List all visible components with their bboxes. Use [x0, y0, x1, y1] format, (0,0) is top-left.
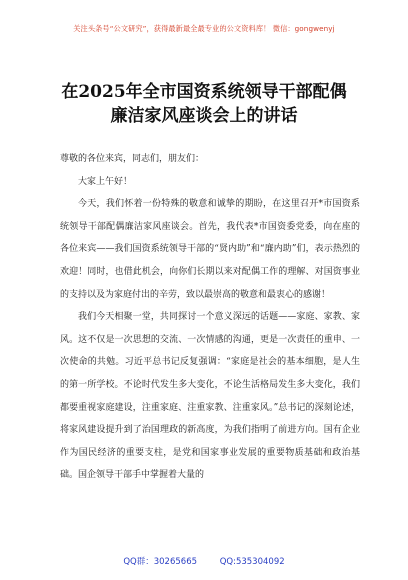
footer-contact — [0, 555, 408, 567]
paragraph-greeting: 大家上午好！ — [78, 176, 133, 187]
document-body — [60, 148, 360, 487]
footer-qq-group: QQ群：30265665 — [123, 557, 198, 567]
salutation: 尊敬的各位来宾，同志们，朋友们： — [60, 154, 205, 164]
document-title-line-1: 在2025年全市国资系统领导干部配偶 — [61, 82, 347, 102]
header-banner: 关注头条号“公文研究”，获得最新最全最专业的公文资料库！ 微信：gongwenyj — [73, 24, 335, 33]
document-title-line-2: 廉洁家风座谈会上的讲话 — [110, 106, 298, 126]
paragraph-family-values: 我们今天相聚一堂，共同探讨一个意义深远的话题——家庭、家教、家风。这不仅是一次思想的交流、一次情感的沟通，更是一次责任的重申、一次使命的共勉。习近平总书记反复强调：“家庭是社会的基本细胞，是人生的第一所学校。不论时代发生多大变化，不论生活格局发生多大变化，我们都要重视家庭建设，注重家庭、注重家教、注重家风。”总书记的深刻论述，将家风建设提升到了治国理政的新高度，为我们指明了前进方向。国有企业作为国民经济的重要支柱，是党和国家事业发展的重要物质基础和政治基础。国企领导干部手中掌握着大量的 — [60, 312, 360, 481]
footer-qq-contact: QQ:535304092 — [219, 557, 285, 567]
paragraph-welcome: 今天，我们怀着一份特殊的敬意和诚挚的期盼，在这里召开*市国资系统领导干部配偶廉洁家风座谈会。首先，我代表*市国资委党委，向在座的各位来宾——我们国资系统领导干部的“贤内助”和“廉内助”们，表示热烈的欢迎！同时，也借此机会，向你们长期以来对配偶工作的理解、对国资事业的支持以及为家庭付出的辛劳，致以最崇高的敬意和最衷心的感谢！ — [60, 199, 360, 300]
